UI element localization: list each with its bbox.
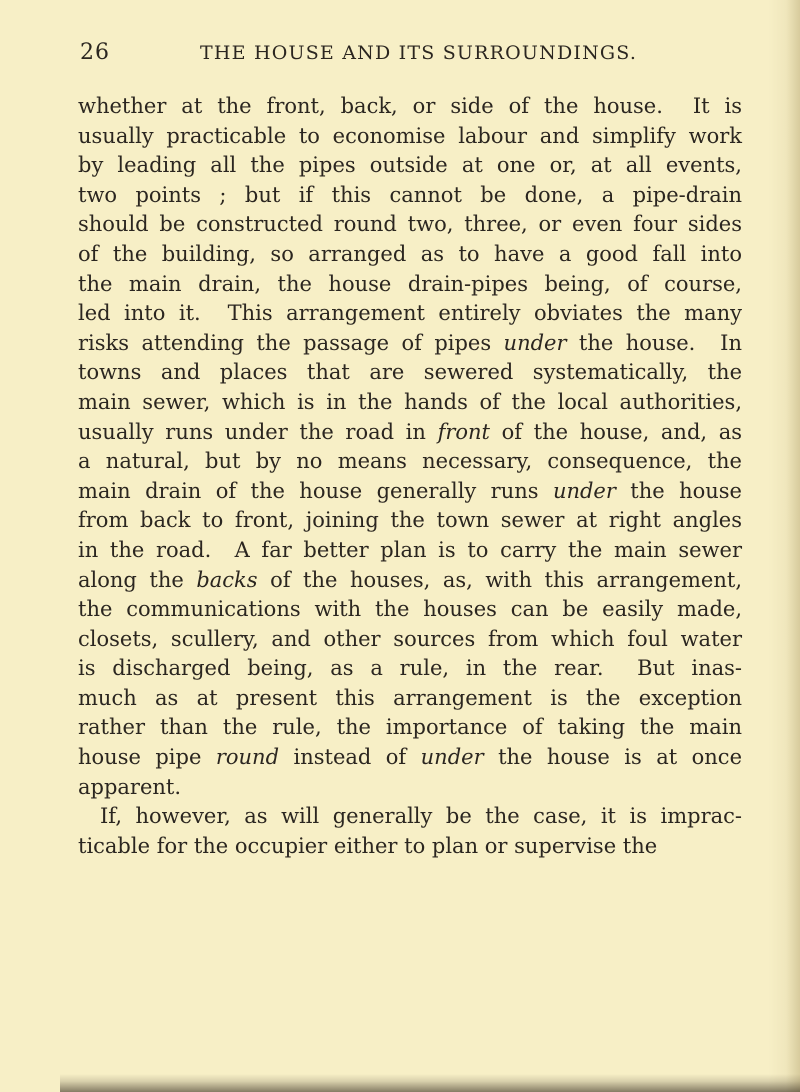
body-text [78, 92, 742, 861]
text-segment: the house is at once [483, 745, 742, 770]
text-line [78, 506, 742, 536]
text-line [78, 625, 742, 655]
page-header [80, 40, 730, 70]
text-segment: towns and places that are sewered systematically, the [78, 360, 742, 385]
italic-text-segment: round [215, 745, 280, 770]
page-number: 26 [80, 40, 110, 65]
text-segment: the house. In [566, 330, 742, 355]
running-head: THE HOUSE AND ITS SURROUNDINGS. [200, 42, 638, 64]
page-bottom-edge [60, 1074, 800, 1092]
text-line [78, 536, 742, 566]
text-line [78, 210, 742, 240]
text-segment: whether at the front, back, or side of the house. It is [78, 94, 742, 118]
text-segment: two points ; but if this cannot be done, a pipe-drain [78, 182, 742, 207]
text-segment: a natural, but by no means necessary, consequence, the [78, 449, 742, 474]
text-segment: If, however, as will generally be the case, it is imprac- [100, 804, 742, 829]
text-segment: the communications with the houses can be easily made, [78, 597, 742, 622]
text-segment: of the building, so arranged as to have a good fall into [78, 241, 742, 266]
text-line [78, 447, 742, 477]
text-segment: ticable for the occupier either to plan or supervise the [78, 833, 658, 858]
text-line [78, 832, 742, 862]
text-segment: should be constructed round two, three, or even four sides [78, 212, 742, 237]
text-line [78, 358, 742, 388]
text-segment: usually runs under the road in [78, 419, 438, 444]
text-line [78, 802, 742, 832]
text-line [78, 329, 742, 359]
text-segment: the house [615, 478, 742, 503]
text-line [78, 743, 742, 773]
page-edge-shadow [786, 0, 800, 1092]
text-line [78, 122, 742, 152]
italic-text-segment: under [552, 478, 616, 503]
text-line [78, 713, 742, 743]
text-segment: rather than the rule, the importance of taking the main [78, 715, 742, 740]
text-segment: of the house, and, as [489, 419, 743, 444]
italic-text-segment: under [503, 330, 567, 355]
text-segment: main drain of the house generally runs [78, 478, 553, 503]
text-line [78, 773, 742, 803]
text-segment: the main drain, the house drain-pipes being, of course, [78, 271, 742, 296]
text-line [78, 684, 742, 714]
text-line [78, 477, 742, 507]
text-segment: along the [78, 567, 197, 592]
text-line [78, 92, 742, 122]
text-segment: closets, scullery, and other sources from which foul water [78, 626, 742, 651]
text-segment: by leading all the pipes outside at one or, at all events, [78, 153, 742, 178]
italic-text-segment: backs [196, 567, 258, 592]
text-segment: risks attending the passage of pipes [78, 330, 504, 355]
text-line [78, 270, 742, 300]
text-segment: much as at present this arrangement is the exception [78, 685, 742, 710]
text-segment: main sewer, which is in the hands of the local authorities, [78, 389, 742, 414]
text-segment: in the road. A far better plan is to carry the main sewer [78, 537, 742, 562]
text-segment: apparent. [78, 774, 182, 799]
text-segment: usually practicable to economise labour and simplify work [78, 123, 742, 148]
text-segment: is discharged being, as a rule, in the rear. But inas- [78, 656, 742, 681]
text-line [78, 595, 742, 625]
text-line [78, 181, 742, 211]
text-line [78, 299, 742, 329]
text-line [78, 388, 742, 418]
text-segment: from back to front, joining the town sewer at right angles [78, 508, 742, 533]
text-segment: of the houses, as, with this arrangement, [257, 567, 742, 592]
text-line [78, 566, 742, 596]
text-line [78, 654, 742, 684]
text-segment: instead of [279, 745, 421, 770]
italic-text-segment: under [420, 745, 484, 770]
text-line [78, 240, 742, 270]
text-segment: led into it. This arrangement entirely obviates the many [78, 301, 742, 326]
italic-text-segment: front [437, 419, 490, 444]
text-line [78, 151, 742, 181]
text-line [78, 418, 742, 448]
text-segment: house pipe [78, 745, 216, 770]
